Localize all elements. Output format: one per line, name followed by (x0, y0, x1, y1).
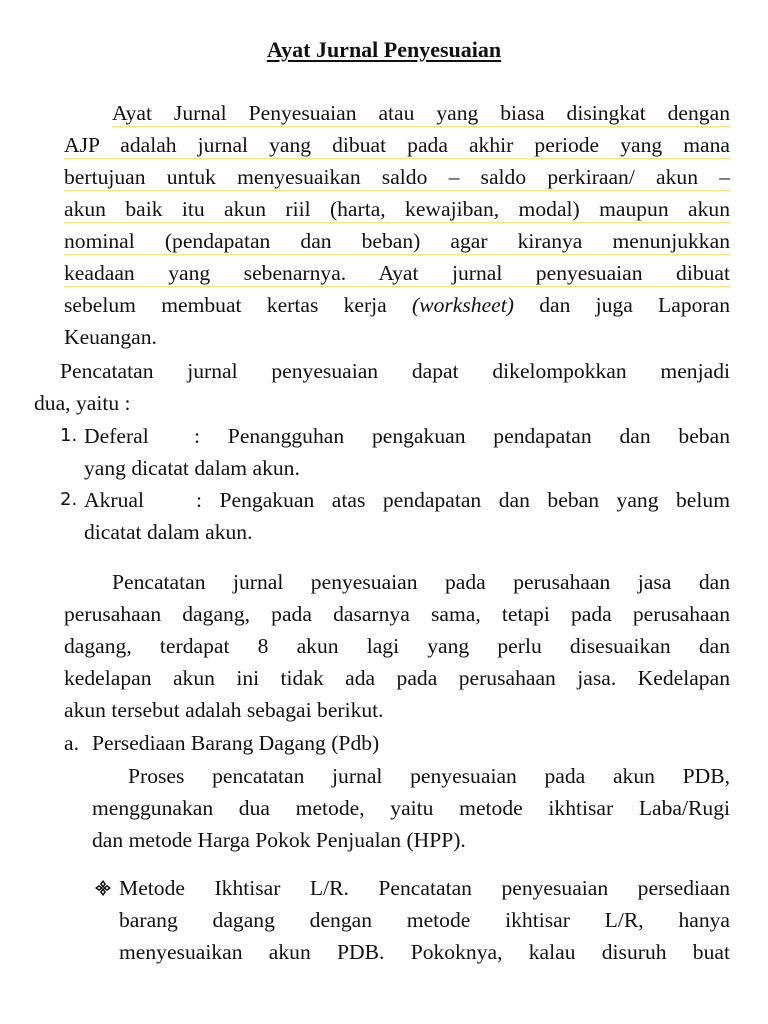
deferal-definition-cont: yang dicatat dalam akun. (84, 456, 300, 480)
grouping-line: dua, yaitu : (34, 391, 131, 415)
intro-line: Keuangan. (64, 325, 157, 349)
term-akrual: Akrual (84, 488, 144, 512)
list-number: 2. (60, 489, 78, 510)
intro-line-worksheet (64, 289, 730, 321)
trading-line: Pencatatan jurnal penyesuaian pada perusahaan jasa dan (112, 570, 730, 594)
item-a-line: dan metode Harga Pokok Penjualan (HPP). (92, 828, 466, 852)
method-line: Metode Ikhtisar L/R. Pencatatan penyesuaian persediaan (119, 876, 730, 900)
diamond-bullet-icon (92, 872, 114, 904)
intro-text-before-worksheet: sebelum membuat kertas kerja (64, 293, 387, 317)
intro-line: keadaan yang sebenarnya. Ayat jurnal penyesuaian dibuat (64, 257, 730, 289)
intro-line: akun baik itu akun riil (harta, kewajiban, modal) maupun akun (64, 193, 730, 225)
intro-line: bertujuan untuk menyesuaikan saldo – saldo perkiraan/ akun – (64, 161, 730, 193)
item-a-line: menggunakan dua metode, yaitu metode ikhtisar Laba/Rugi (92, 796, 730, 820)
page-title: Ayat Jurnal Penyesuaian (266, 37, 502, 62)
akrual-definition-cont: dicatat dalam akun. (84, 520, 253, 544)
diamond-bullet-icon-svg (92, 872, 114, 904)
intro-line: AJP adalah jurnal yang dibuat pada akhir periode yang mana (64, 129, 730, 161)
deferal-definition: : Penangguhan pengakuan pendapatan dan beban (194, 424, 730, 448)
method-line: menyesuaikan akun PDB. Pokoknya, kalau disuruh buat (119, 940, 730, 964)
term-deferal: Deferal (84, 424, 149, 448)
item-a-heading: Persediaan Barang Dagang (Pdb) (92, 731, 380, 755)
trading-line: dagang, terdapat 8 akun lagi yang perlu disesuaikan dan (64, 634, 730, 658)
akrual-definition: : Pengakuan atas pendapatan dan beban yang belum (196, 488, 730, 512)
intro-line: Ayat Jurnal Penyesuaian atau yang biasa disingkat dengan (112, 97, 730, 129)
trading-line: akun tersebut adalah sebagai berikut. (64, 698, 384, 722)
item-a-marker: a. (64, 731, 79, 755)
intro-text-after-worksheet: dan juga Laporan (539, 293, 730, 317)
trading-line: kedelapan akun ini tidak ada pada perusahaan jasa. Kedelapan (64, 666, 730, 690)
list-number: 1. (60, 425, 78, 446)
method-line: barang dagang dengan metode ikhtisar L/R, hanya (119, 908, 730, 932)
worksheet-term: (worksheet) (412, 293, 514, 317)
grouping-line: Pencatatan jurnal penyesuaian dapat dikelompokkan menjadi (60, 359, 730, 383)
trading-line: perusahaan dagang, pada dasarnya sama, tetapi pada perusahaan (64, 602, 730, 626)
intro-line: nominal (pendapatan dan beban) agar kiranya menunjukkan (64, 225, 730, 257)
item-a-line: Proses pencatatan jurnal penyesuaian pada akun PDB, (128, 764, 730, 788)
